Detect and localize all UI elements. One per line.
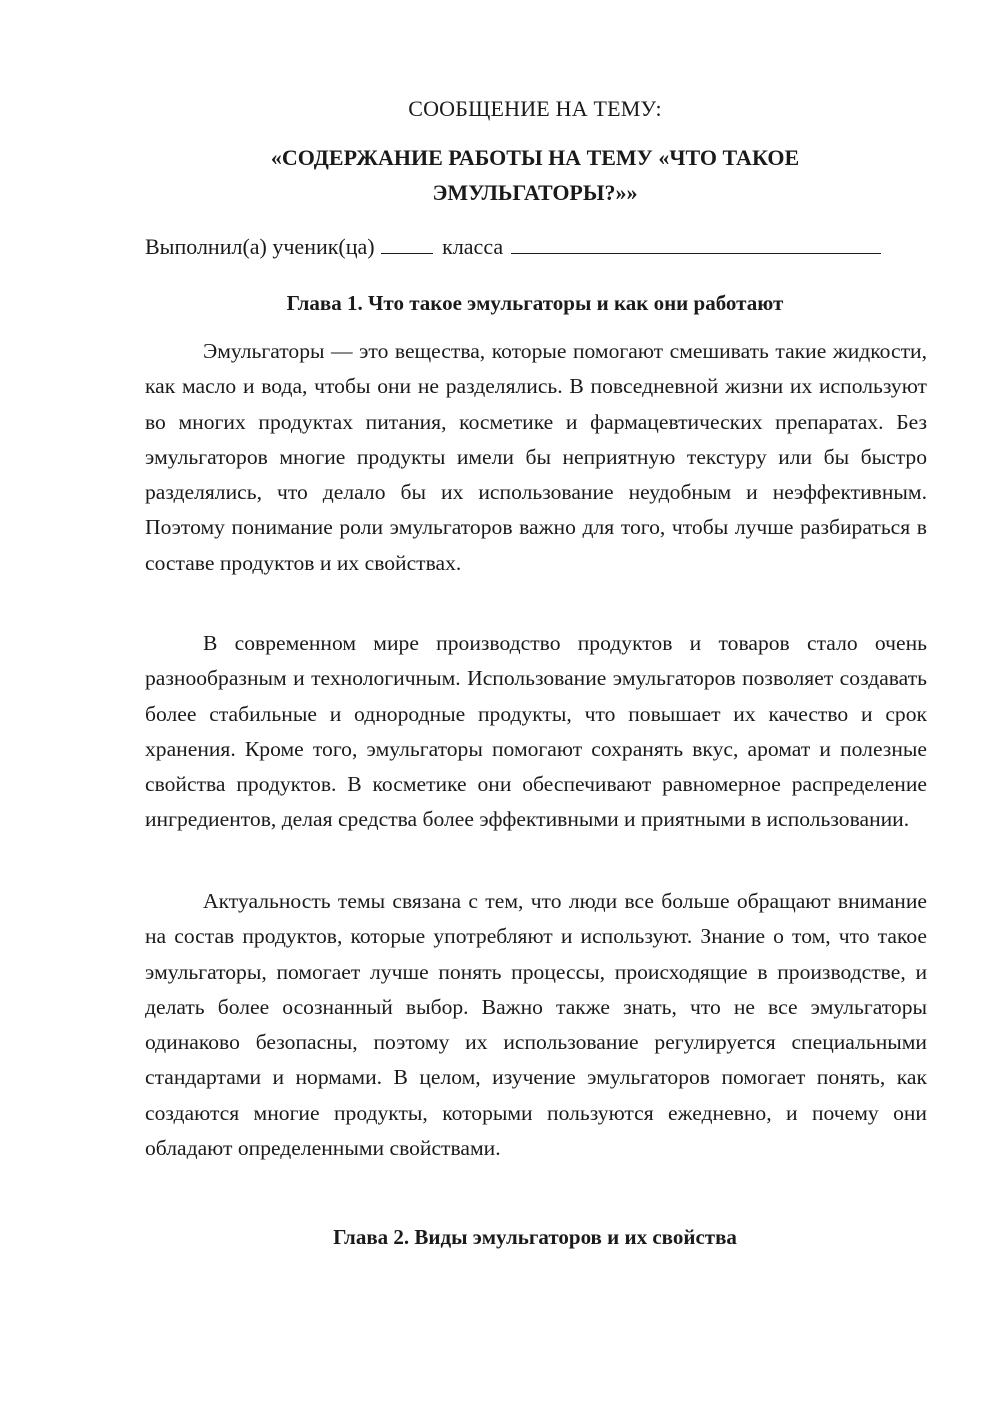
document-kicker: СООБЩЕНИЕ НА ТЕМУ: — [408, 96, 662, 121]
paragraph-1: Эмульгаторы — это вещества, которые помогают смешивать такие жидкости, как масло и вода, чтобы они не разделялись. В повседневной жизни их используют во многих продуктах питания, косметике и фармацевтических препаратах. Без эмульгаторов многие продукты имели бы неприятную текстуру или бы быстро разделялись, что делало бы их использование неудобным и неэффективным. Поэтому понимание роли эмульгаторов важно для того, чтобы лучше разбираться в составе продуктов и их свойствах. — [145, 339, 927, 575]
byline-class-word: класса — [442, 234, 504, 259]
document-title-line-1: «СОДЕРЖАНИЕ РАБОТЫ НА ТЕМУ «ЧТО ТАКОЕ — [270, 145, 800, 170]
document-title-line-2: ЭМУЛЬГАТОРЫ?»» — [432, 180, 638, 205]
document-title — [0, 140, 1000, 210]
student-name-blank — [511, 232, 881, 254]
paragraph-2: В современном мире производство продуктов и товаров стало очень разнообразным и технологичным. Использование эмульгаторов позволяет создавать более стабильные и однородные продукты, что повышает их качество и срок хранения. Кроме того, эмульгаторы помогают сохранять вкус, аромат и полезные свойства продуктов. В косметике они обеспечивают равномерное распределение ингредиентов, делая средства более эффективными и приятными в использовании. — [145, 631, 927, 832]
chapter-1-heading: Глава 1. Что такое эмульгаторы и как они работают — [286, 291, 784, 315]
byline-prefix: Выполнил(а) ученик(ца) — [145, 234, 375, 259]
chapter-2-heading: Глава 2. Виды эмульгаторов и их свойства — [333, 1225, 737, 1249]
paragraph-3: Актуальность темы связана с тем, что люди все больше обращают внимание на состав продуктов, которые употребляют и используют. Знание о том, что такое эмульгаторы, помогает лучше понять процессы, происходящие в производстве, и делать более осознанный выбор. Важно также знать, что не все эмульгаторы одинаково безопасны, поэтому их использование регулируется специальными стандартами и нормами. В целом, изучение эмульгаторов помогает понять, как создаются многие продукты, которыми пользуются ежедневно, и почему они обладают определенными свойствами. — [145, 889, 927, 1161]
class-number-blank — [381, 232, 433, 254]
author-byline — [145, 232, 935, 262]
